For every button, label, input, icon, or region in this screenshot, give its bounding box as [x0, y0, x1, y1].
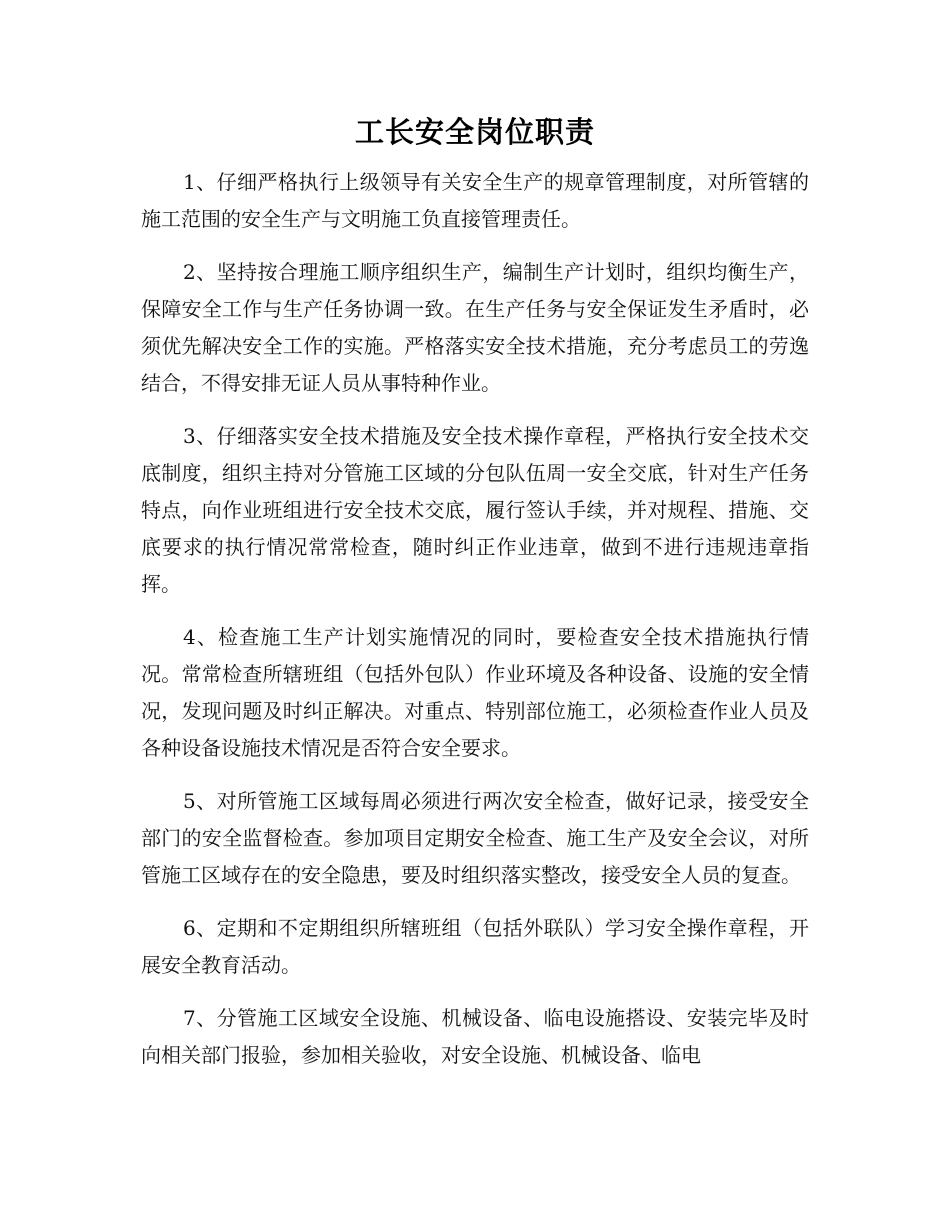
paragraph-2: 2、坚持按合理施工顺序组织生产，编制生产计划时，组织均衡生产，保障安全工作与生产任务协调一致。在生产任务与安全保证发生矛盾时，必须优先解决安全工作的实施。严格落实安全技术措施，充分考虑员工的劳逸结合，不得安排无证人员从事特种作业。 — [141, 260, 809, 395]
paragraph-4: 4、检查施工生产计划实施情况的同时，要检查安全技术措施执行情况。常常检查所辖班组（包括外包队）作业环境及各种设备、设施的安全情况，发现问题及时纠正解决。对重点、特别部位施工，必须检查作业人员及各种设备设施技术情况是否符合安全要求。 — [141, 625, 809, 760]
paragraph-3: 3、仔细落实安全技术措施及安全技术操作章程，严格执行安全技术交底制度，组织主持对分管施工区域的分包队伍周一安全交底，针对生产任务特点，向作业班组进行安全技术交底，履行签认手续，并对规程、措施、交底要求的执行情况常常检查，随时纠正作业违章，做到不进行违规违章指挥。 — [141, 424, 809, 596]
paragraph-7: 7、分管施工区域安全设施、机械设备、临电设施搭设、安装完毕及时向相关部门报验，参加相关验收，对安全设施、机械设备、临电 — [141, 1006, 809, 1067]
document-body — [141, 164, 809, 1090]
paragraph-1: 1、仔细严格执行上级领导有关安全生产的规章管理制度，对所管辖的施工范围的安全生产与文明施工负直接管理责任。 — [141, 170, 809, 231]
paragraph-6: 6、定期和不定期组织所辖班组（包括外联队）学习安全操作章程，开展安全教育活动。 — [141, 916, 809, 977]
paragraph-5: 5、对所管施工区域每周必须进行两次安全检查，做好记录，接受安全部门的安全监督检查。参加项目定期安全检查、施工生产及安全会议，对所管施工区域存在的安全隐患，要及时组织落实整改，接受安全人员的复查。 — [141, 789, 809, 887]
document-title: 工长安全岗位职责 — [354, 115, 595, 149]
